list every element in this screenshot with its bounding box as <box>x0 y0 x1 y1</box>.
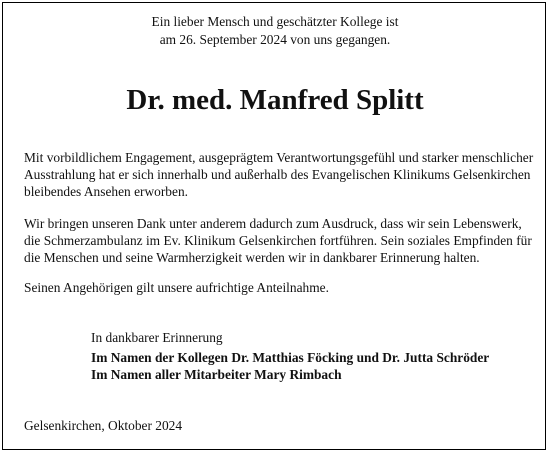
deceased-name: Dr. med. Manfred Splitt <box>126 84 424 116</box>
intro-line-2: am 26. September 2024 von uns gegangen. <box>159 32 391 47</box>
paragraph-condolence <box>24 279 534 296</box>
paragraph-thanks-line-2: die Schmerzambulanz im Ev. Klinikum Gelsenkirchen fortführen. Sein soziales Empfinden für <box>24 233 532 248</box>
paragraph-tribute-line-2: Ausstrahlung hat er sich innerhalb und außerhalb des Evangelischen Klinikums Gelsenkirchen <box>24 167 531 182</box>
paragraph-thanks-line-1: Wir bringen unseren Dank unter anderem dadurch zum Ausdruck, dass wir sein Lebenswerk, <box>24 216 522 231</box>
paragraph-thanks-line-3: die Menschen und seine Warmherzigkeit werden wir in dankbarer Erinnerung halten. <box>24 250 480 265</box>
obituary-notice <box>2 2 546 450</box>
paragraph-tribute <box>24 149 534 200</box>
paragraph-condolence-line: Seinen Angehörigen gilt unsere aufrichtige Anteilnahme. <box>24 280 329 295</box>
paragraph-tribute-line-1: Mit vorbildlichem Engagement, ausgeprägtem Verantwortungsgefühl und starker menschlicher <box>24 150 534 165</box>
signature-staff: Im Namen aller Mitarbeiter Mary Rimbach <box>91 367 342 382</box>
place-date: Gelsenkirchen, Oktober 2024 <box>24 418 183 433</box>
intro-text <box>3 13 547 49</box>
paragraph-thanks <box>24 215 534 266</box>
intro-line-1: Ein lieber Mensch und geschätzter Kollege ist <box>151 14 399 29</box>
signature-intro: In dankbarer Erinnerung <box>91 330 223 345</box>
signature-colleagues: Im Namen der Kollegen Dr. Matthias Föcking und Dr. Jutta Schröder <box>91 350 490 365</box>
paragraph-tribute-line-3: bleibendes Ansehen erworben. <box>24 184 188 199</box>
